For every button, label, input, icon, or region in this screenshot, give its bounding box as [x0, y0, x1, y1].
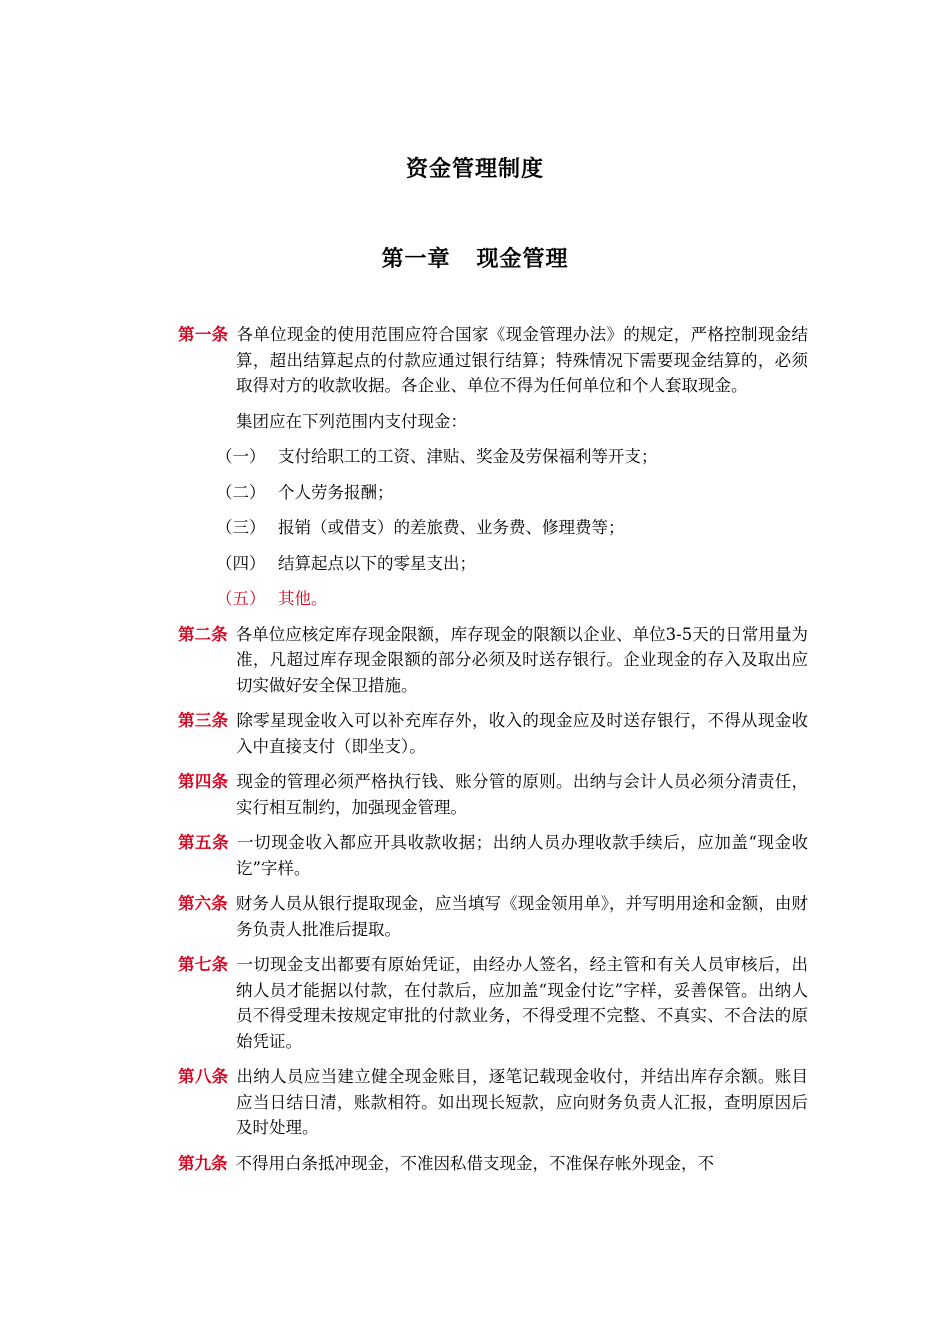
chapter-title: 第一章 现金管理	[381, 247, 569, 272]
cash-scope-intro: 集团应在下列范围内支付现金：	[236, 411, 467, 431]
list-item-text: 个人劳务报酬；	[278, 482, 394, 502]
article-label: 第二条	[178, 624, 228, 644]
article-1	[178, 322, 808, 399]
list-item-text: 其他。	[278, 589, 328, 608]
list-item-text: 结算起点以下的零星支出；	[278, 553, 476, 573]
list-item-number: （四）	[216, 553, 266, 573]
article-label: 第三条	[178, 711, 229, 730]
list-item-text: 报销（或借支）的差旅费、业务费、修理费等；	[278, 518, 625, 537]
document-title: 资金管理制度	[405, 157, 544, 182]
article-text: 现金的管理必须严格执行钱、账分管的原则。出纳与会计人员必须分清责任，实行相互制约，加强现金管理。	[236, 772, 809, 817]
article-label: 第一条	[178, 325, 229, 344]
list-item	[216, 444, 808, 470]
article-label: 第五条	[178, 833, 230, 852]
article-label: 第四条	[178, 772, 229, 791]
list-item-number: （一）	[216, 447, 266, 466]
article-text: 各单位应核定库存现金限额，库存现金的限额以企业、单位3-5天的日常用量为准，凡超过库存现金限额的部分必须及时送存银行。企业现金的存入及取出应切实做好安全保卫措施。	[235, 624, 808, 695]
document-body	[178, 322, 808, 1186]
list-item-number: （二）	[216, 482, 266, 502]
article-5	[178, 830, 808, 881]
list-item-highlighted	[216, 586, 808, 612]
article-6	[178, 891, 808, 942]
article-label: 第七条	[178, 955, 229, 974]
article-text: 各单位现金的使用范围应符合国家《现金管理办法》的规定，严格控制现金结算，超出结算起点的付款应通过银行结算；特殊情况下需要现金结算的，必须取得对方的收款收据。各企业、单位不得为任何单位和个人套取现金。	[236, 325, 809, 395]
article-9	[178, 1151, 808, 1177]
article-8	[178, 1064, 808, 1141]
list-item-number: （三）	[216, 518, 266, 537]
article-text: 出纳人员应当建立健全现金账目，逐笔记载现金收付，并结出库存余额。账目应当日结日清，账款相符。如出现长短款，应向财务负责人汇报，查明原因后及时处理。	[236, 1067, 809, 1137]
list-item	[216, 480, 808, 506]
article-label: 第八条	[178, 1067, 229, 1086]
article-text: 一切现金支出都要有原始凭证，由经办人签名，经主管和有关人员审核后，出纳人员才能据以付款，在付款后，应加盖“现金付讫”字样，妥善保管。出纳人员不得受理未按规定审批的付款业务，不得受理不完整、不真实、不合法的原始凭证。	[236, 955, 809, 1051]
list-item-number: （五）	[216, 589, 266, 608]
list-item	[216, 551, 808, 577]
article-text: 除零星现金收入可以补充库存外，收入的现金应及时送存银行，不得从现金收入中直接支付（即坐支）。	[236, 711, 809, 756]
list-item	[216, 515, 808, 541]
article-4	[178, 769, 808, 820]
article-label: 第九条	[178, 1153, 228, 1173]
article-2	[178, 622, 808, 699]
article-3	[178, 708, 808, 759]
article-7	[178, 952, 808, 1054]
article-text: 一切现金收入都应开具收款收据；出纳人员办理收款手续后，应加盖“现金收讫”字样。	[236, 833, 809, 878]
article-text: 不得用白条抵冲现金，不准因私借支现金，不准保存帐外现金，不	[235, 1153, 714, 1173]
list-item-text: 支付给职工的工资、津贴、奖金及劳保福利等开支；	[278, 447, 658, 466]
article-label: 第六条	[178, 894, 228, 913]
article-text: 财务人员从银行提取现金，应当填写《现金领用单》，并写明用途和金额，由财务负责人批准后提取。	[235, 894, 809, 939]
